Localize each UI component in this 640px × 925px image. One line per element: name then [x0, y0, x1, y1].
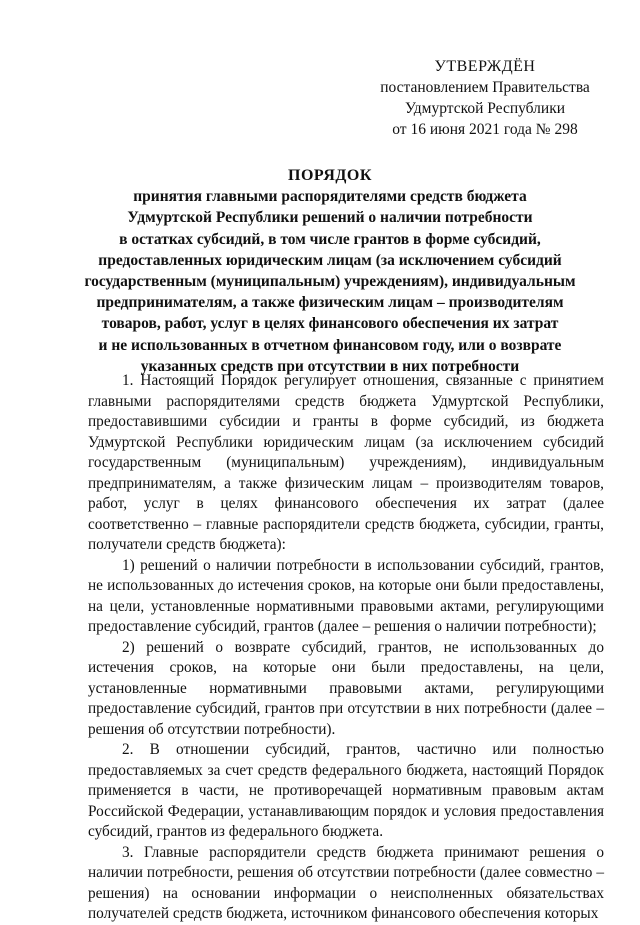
approval-heading: УТВЕРЖДЁН — [434, 58, 536, 75]
document-title — [60, 165, 600, 377]
paragraph: 2) решений о возврате субсидий, грантов, не использованных до истечения сроков, на которые они были предоставлены, на цели, установленные нормативными правовыми актами, регулирующими предоставление субсидий, грантов при отсутствии в них потребности (далее – решения об отсутствии потребности). — [88, 638, 604, 738]
approval-line: от 16 июня 2021 года № 298 — [392, 121, 578, 138]
title-line: Удмуртской Республики решений о наличии потребности — [127, 209, 533, 227]
title-line: предпринимателям, а также физическим лицам – производителям — [96, 294, 564, 312]
title-line: и не использованных в отчетном финансовом году, или о возврате — [98, 336, 562, 354]
paragraph: 1) решений о наличии потребности в использовании субсидий, грантов, не использованных до истечения сроков, на которые они были предоставлены, на цели, установленные нормативными правовыми актами, регулирующими предоставление субсидий, грантов (далее – решения о наличии потребности); — [88, 556, 604, 635]
title-line: принятия главными распорядителями средств бюджета — [133, 188, 527, 206]
approval-line: Удмуртской Республики — [404, 100, 566, 117]
title-line: товаров, работ, услуг в целях финансового обеспечения их затрат — [101, 315, 559, 333]
paragraph: 3. Главные распорядители средств бюджета принимают решения о наличии потребности, решения об отсутствии потребности (далее совместно – решения) на основании информации о неисполненных обязательствах получателей средств бюджета, источником финансового обеспечения которых — [88, 843, 604, 922]
paragraph: 1. Настоящий Порядок регулирует отношения, связанные с принятием главными распорядителями средств бюджета Удмуртской Республики, предоставившими субсидии и гранты в форме субсидий, из бюджета Удмуртской Республики юридическим лицам (за исключением субсидий государственным (муниципальным) учреждениям), индивидуальным предпринимателям, а также физическим лицам – производителям товаров, работ, услуг в целях финансового обеспечения их затрат (далее соответственно – главные распорядители средств бюджета, субсидии, гранты, получатели средств бюджета): — [88, 372, 604, 553]
title-line: предоставленных юридическим лицам (за исключением субсидий — [98, 251, 562, 269]
title-line: указанных средств при отсутствии в них потребности — [140, 357, 520, 375]
approval-line: постановлением Правительства — [380, 79, 590, 96]
title-main: ПОРЯДОК — [288, 167, 372, 184]
title-line: государственным (муниципальным) учреждениям), индивидуальным — [84, 273, 576, 291]
approval-block — [360, 56, 610, 140]
document-body — [88, 371, 604, 925]
paragraph: 2. В отношении субсидий, грантов, частично или полностью предоставляемых за счет средств федерального бюджета, настоящий Порядок применяется в части, не противоречащей нормативным правовым актам Российской Федерации, устанавливающим порядок и условия предоставления субсидий, грантов из федерального бюджета. — [88, 741, 604, 840]
title-line: в остатках субсидий, в том числе грантов в форме субсидий, — [119, 230, 541, 248]
